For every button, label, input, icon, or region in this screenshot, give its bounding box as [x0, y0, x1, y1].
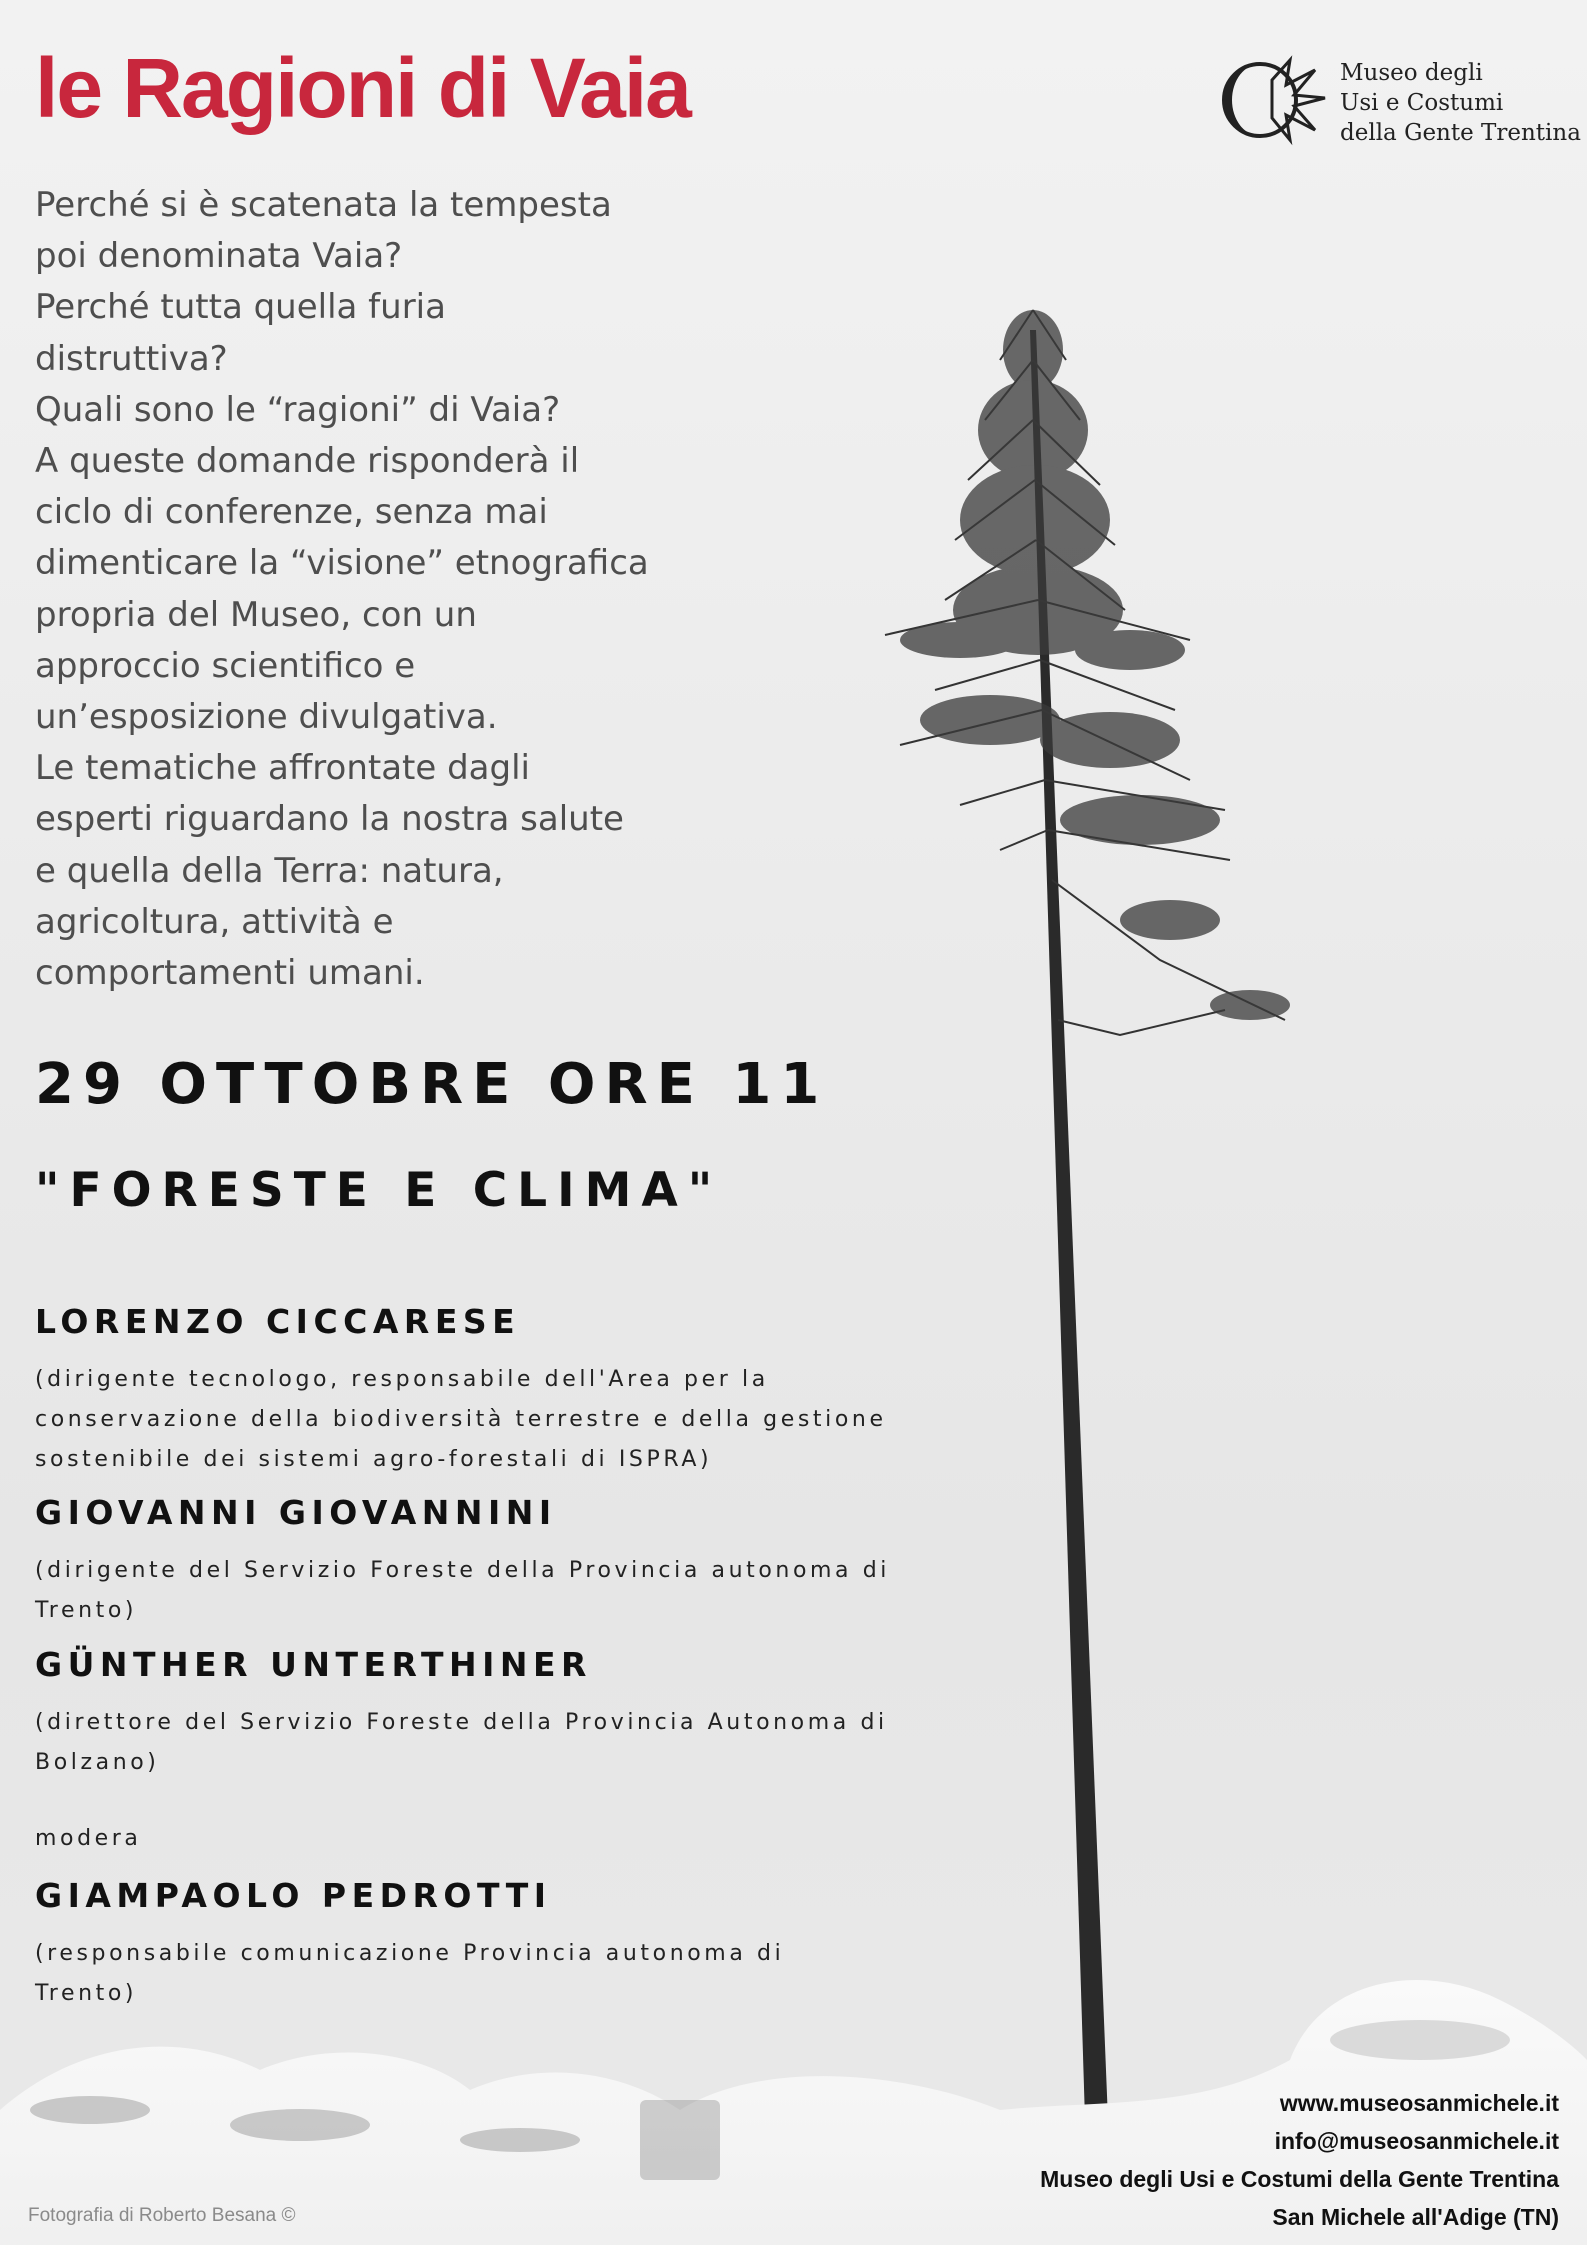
speaker-role-line: (direttore del Servizio Foreste della Provincia Autonoma di: [35, 1710, 888, 1735]
poster-title: le Ragioni di Vaia: [35, 41, 690, 135]
speaker-role-unterthiner: [35, 1703, 1035, 1783]
museum-location: San Michele all'Adige (TN): [1272, 2204, 1559, 2230]
intro-line: approccio scientifico e: [35, 645, 416, 686]
logo-line: Usi e Costumi: [1340, 90, 1504, 116]
museum-logo: [1220, 40, 1581, 160]
speaker-role-ciccarese: [35, 1360, 1035, 1480]
museum-name: Museo degli Usi e Costumi della Gente Trentina: [1040, 2166, 1559, 2192]
speaker-role-giovannini: [35, 1551, 1035, 1631]
intro-line: ciclo di conferenze, senza mai: [35, 492, 548, 533]
intro-line: un’esposizione divulgativa.: [35, 697, 498, 738]
intro-line: A queste domande risponderà il: [35, 441, 580, 482]
intro-line: comportamenti umani.: [35, 953, 425, 994]
intro-line: distruttiva?: [35, 338, 228, 379]
moderator-role: [35, 1934, 1035, 2014]
speaker-role-line: Trento): [35, 1598, 138, 1623]
speaker-name-unterthiner: GÜNTHER UNTERTHINER: [35, 1645, 592, 1684]
email-link[interactable]: info@museosanmichele.it: [1274, 2128, 1559, 2154]
photo-credit: Fotografia di Roberto Besana ©: [28, 2205, 296, 2226]
speaker-name-giovannini: GIOVANNI GIOVANNINI: [35, 1493, 557, 1532]
speaker-role-line: (dirigente tecnologo, responsabile dell'Area per la: [35, 1367, 769, 1392]
talk-title: "FORESTE E CLIMA": [35, 1163, 723, 1218]
intro-line: Quali sono le “ragioni” di Vaia?: [35, 389, 561, 430]
intro-line: Perché tutta quella furia: [35, 287, 446, 328]
speaker-name-ciccarese: LORENZO CICCARESE: [35, 1302, 521, 1341]
intro-line: propria del Museo, con un: [35, 594, 477, 635]
sun-moon-leaf-icon: [1220, 40, 1330, 160]
speaker-role-line: (dirigente del Servizio Foreste della Provincia autonoma di: [35, 1558, 891, 1583]
speaker-role-line: (responsabile comunicazione Provincia autonoma di: [35, 1941, 785, 1966]
intro-line: agricoltura, attività e: [35, 901, 394, 942]
speaker-role-line: Trento): [35, 1981, 138, 2006]
museum-logo-text: [1340, 58, 1581, 148]
intro-line: Perché si è scatenata la tempesta: [35, 185, 612, 225]
logo-line: Museo degli: [1340, 60, 1483, 86]
speaker-role-line: conservazione della biodiversità terrestre e della gestione: [35, 1407, 887, 1432]
speaker-role-line: sostenibile dei sistemi agro-forestali di ISPRA): [35, 1447, 713, 1472]
website-link[interactable]: www.museosanmichele.it: [1279, 2090, 1559, 2116]
tree-needles: [900, 310, 1290, 1020]
contact-info: [1040, 2084, 1559, 2236]
moderator-label: modera: [35, 1826, 142, 1851]
intro-paragraph: [35, 180, 655, 999]
intro-line: Le tematiche affrontate dagli: [35, 748, 530, 789]
intro-line: e quella della Terra: natura,: [35, 850, 504, 891]
intro-line: esperti riguardano la nostra salute: [35, 799, 624, 840]
logo-line: della Gente Trentina: [1340, 120, 1581, 146]
speaker-role-line: Bolzano): [35, 1750, 160, 1775]
intro-line: dimenticare la “visione” etnografica: [35, 543, 649, 584]
intro-line: poi denominata Vaia?: [35, 236, 403, 277]
moderator-name: GIAMPAOLO PEDROTTI: [35, 1876, 552, 1915]
event-date: 29 OTTOBRE ORE 11: [35, 1052, 829, 1117]
